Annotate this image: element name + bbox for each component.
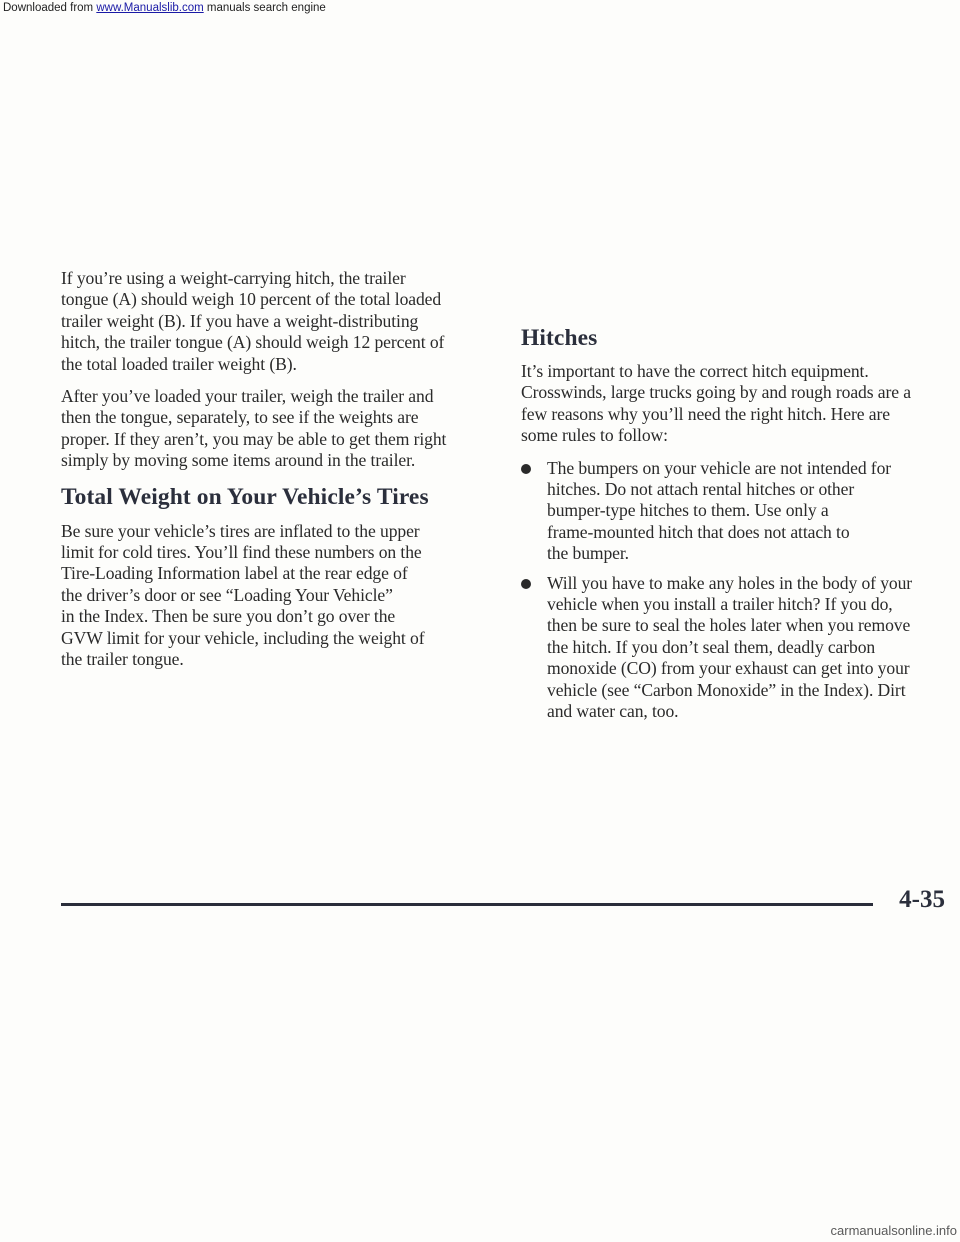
body-holes-rule-text: Will you have to make any holes in the body of your vehicle when you install a trailer hitch? If you do, then be sure to seal the holes later when you remove the hitch. If you don’t seal them, deadly carbon monoxide (CO) from your exhaust can get into your vehicle (see “Carbon Monoxide” in the Index). Dirt and water can, too. [547, 572, 913, 722]
bullet-icon [521, 464, 531, 474]
bumper-rule-text: The bumpers on your vehicle are not intended for hitches. Do not attach rental hitches or other bumper-type hitches to them. Use only a frame-mounted hitch that does not attach to the bumper. [547, 457, 892, 564]
page-number: 4-35 [899, 886, 945, 913]
watermark-prefix: Downloaded from [3, 2, 97, 14]
tongue-weight-paragraph: If you’re using a weight-carrying hitch, the trailer tongue (A) should weigh 10 percent of the total loaded trailer weight (B). If you have a weight-distributing hitch, the trailer tongue (A) should weigh 12 percent of the total loaded trailer weight (B). [61, 268, 445, 374]
bullet-icon [521, 579, 531, 589]
list-item [521, 458, 941, 565]
hitch-rules-list [521, 458, 941, 723]
hitches-heading: Hitches [521, 325, 598, 351]
footer-rule [61, 903, 873, 906]
hitches-intro-paragraph: It’s important to have the correct hitch equipment. Crosswinds, large trucks going by and rough roads are a few reasons why you’ll need the right hitch. Here are some rules to follow: [521, 361, 911, 446]
download-watermark [3, 2, 326, 14]
left-column [61, 268, 485, 682]
list-item [521, 573, 941, 723]
tire-inflation-paragraph: Be sure your vehicle’s tires are inflated to the upper limit for cold tires. You’ll find these numbers on the Tire-Loading Information label at the rear edge of the driver’s door or see “Loading Your Vehicle” in the Index. Then be sure you don’t go over the GVW limit for your vehicle, including the weight of the trailer tongue. [61, 520, 425, 670]
carmanualsonline-watermark: carmanualsonline.info [830, 1223, 957, 1238]
watermark-suffix: manuals search engine [203, 2, 326, 14]
weigh-trailer-paragraph: After you’ve loaded your trailer, weigh the trailer and then the tongue, separately, to see if the weights are proper. If they aren’t, you may be able to get them right simply by moving some items around in the trailer. [61, 386, 447, 471]
right-column [521, 322, 941, 731]
manualslib-link[interactable]: www.Manualslib.com [96, 2, 204, 14]
total-weight-heading: Total Weight on Your Vehicle’s Tires [61, 483, 429, 510]
